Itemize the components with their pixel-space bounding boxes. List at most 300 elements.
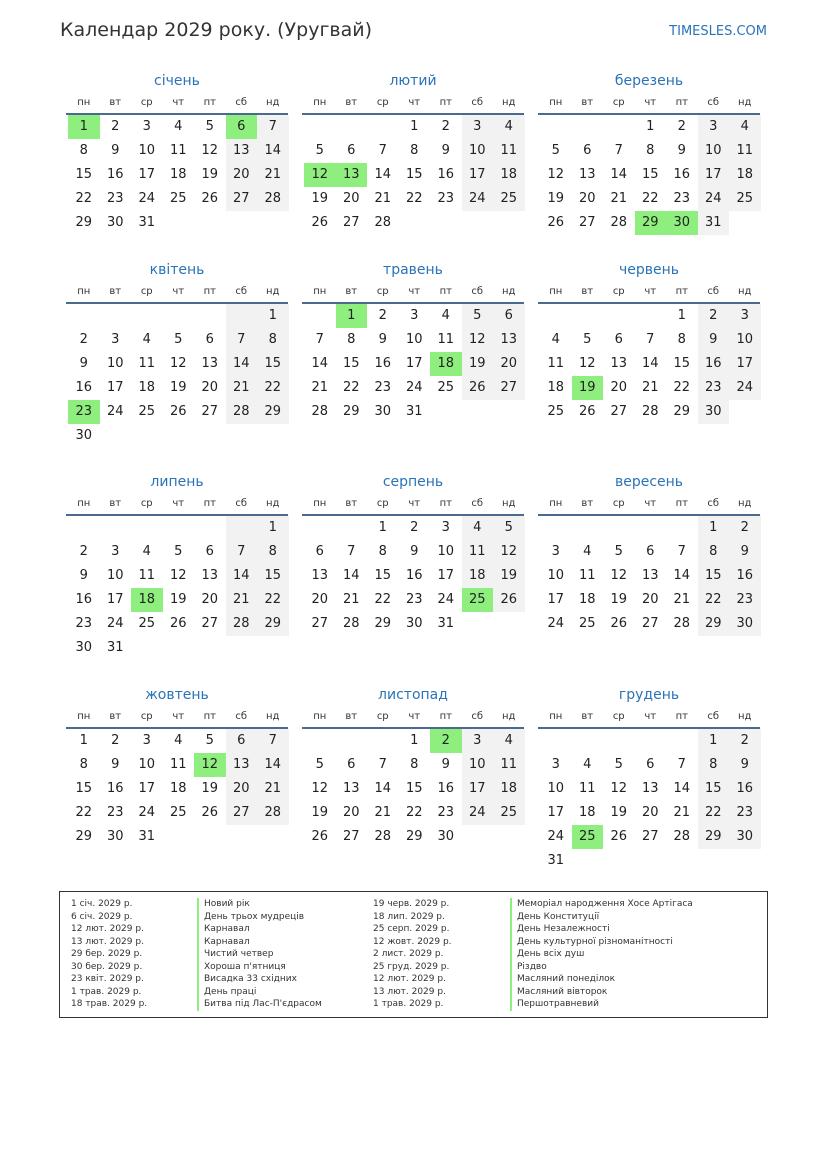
day-cell: 24 — [138, 805, 156, 820]
day-cell: 26 — [462, 376, 494, 400]
day-cell: 23 — [106, 191, 124, 206]
day-cell: 25 — [578, 616, 596, 631]
empty-cell — [68, 516, 100, 540]
day-cell: 12 — [304, 163, 336, 187]
day-cell: 24 — [698, 187, 730, 211]
legend-holiday-name: День праці — [197, 986, 322, 999]
month-name: липень — [150, 474, 204, 490]
legend-holiday-name: Хороша п'ятниця — [197, 961, 322, 974]
weekday-label: ср — [376, 498, 389, 509]
day-cell: 8 — [698, 753, 730, 777]
day-cell: 5 — [205, 733, 214, 748]
legend-date: 25 груд. 2029 р. — [373, 961, 450, 972]
day-cell: 26 — [311, 829, 329, 844]
day-cell: 31 — [437, 616, 455, 631]
day-cell: 21 — [257, 163, 289, 187]
day-cell: 13 — [311, 568, 329, 583]
day-cell: 21 — [257, 777, 289, 801]
weekday-label: нд — [266, 711, 280, 722]
weekday-label: вт — [581, 498, 594, 509]
day-cell: 17 — [106, 592, 124, 607]
holiday-legend — [59, 891, 768, 1018]
day-cell: 31 — [405, 404, 423, 419]
day-cell: 11 — [138, 568, 156, 583]
day-cell: 22 — [75, 805, 93, 820]
weekday-header — [302, 95, 524, 115]
month-11 — [302, 687, 524, 849]
month-name: листопад — [378, 687, 448, 703]
weekday-label: вт — [345, 286, 358, 297]
day-cell: 4 — [441, 308, 450, 323]
day-cell: 11 — [578, 781, 596, 796]
day-cell: 17 — [437, 568, 455, 583]
weekday-label: сб — [707, 498, 720, 509]
day-cell: 31 — [138, 829, 156, 844]
month-name: лютий — [389, 73, 437, 89]
empty-cell — [163, 424, 195, 448]
weekday-label: пн — [313, 711, 327, 722]
weekday-header — [538, 284, 760, 304]
day-cell: 1 — [79, 733, 88, 748]
day-cell: 2 — [378, 308, 387, 323]
empty-cell — [336, 729, 368, 753]
day-cell: 5 — [551, 143, 560, 158]
weekday-label: вт — [581, 711, 594, 722]
weekday-label: вт — [581, 97, 594, 108]
month-6 — [538, 262, 760, 424]
day-cell: 19 — [311, 805, 329, 820]
weekday-label: пн — [313, 97, 327, 108]
day-cell: 26 — [201, 191, 219, 206]
empty-cell — [493, 825, 525, 849]
legend-date: 12 лют. 2029 р. — [373, 974, 446, 984]
day-cell: 29 — [75, 829, 93, 844]
month-2 — [302, 73, 524, 235]
day-cell: 5 — [315, 143, 324, 158]
day-cell: 15 — [342, 356, 360, 371]
empty-cell — [572, 304, 604, 328]
day-cell: 18 — [430, 352, 462, 376]
day-cell: 28 — [374, 215, 392, 230]
day-cell: 31 — [698, 211, 730, 235]
weekday-label: нд — [266, 498, 280, 509]
day-cell: 14 — [673, 781, 691, 796]
day-cell: 21 — [610, 191, 628, 206]
empty-cell — [304, 729, 336, 753]
day-cell: 18 — [462, 564, 494, 588]
day-cell: 2 — [729, 729, 761, 753]
day-cell: 13 — [201, 568, 219, 583]
day-cell: 7 — [315, 332, 324, 347]
weekday-label: нд — [502, 286, 516, 297]
legend-date: 29 бер. 2029 р. — [71, 949, 143, 959]
day-cell: 9 — [378, 332, 387, 347]
day-cell: 30 — [75, 640, 93, 655]
weekday-label: пн — [77, 498, 91, 509]
day-cell: 6 — [646, 544, 655, 559]
empty-cell — [666, 516, 698, 540]
day-cell: 27 — [493, 376, 525, 400]
empty-cell — [603, 849, 635, 873]
day-cell: 24 — [729, 376, 761, 400]
day-cell: 9 — [441, 143, 450, 158]
day-cell: 25 — [493, 187, 525, 211]
day-cell: 13 — [578, 167, 596, 182]
weekday-header — [538, 709, 760, 729]
day-cell: 26 — [610, 616, 628, 631]
day-cell: 12 — [547, 167, 565, 182]
month-name: квітень — [149, 262, 205, 278]
weekday-label: ср — [140, 286, 153, 297]
day-cell: 23 — [106, 805, 124, 820]
month-name: жовтень — [145, 687, 209, 703]
empty-cell — [226, 825, 258, 849]
day-cell: 17 — [106, 380, 124, 395]
day-cell: 7 — [226, 328, 258, 352]
empty-cell — [367, 729, 399, 753]
legend-date: 23 квіт. 2029 р. — [71, 974, 144, 984]
month-9 — [538, 474, 760, 636]
weekday-header — [302, 709, 524, 729]
legend-date: 18 лип. 2029 р. — [373, 911, 445, 922]
day-cell: 30 — [106, 829, 124, 844]
day-cell: 13 — [226, 139, 258, 163]
day-cell: 29 — [374, 616, 392, 631]
empty-cell — [163, 516, 195, 540]
weekday-label: нд — [266, 286, 280, 297]
empty-cell — [493, 612, 525, 636]
weekday-label: сб — [235, 286, 248, 297]
empty-cell — [603, 115, 635, 139]
day-cell: 27 — [342, 829, 360, 844]
day-cell: 23 — [75, 616, 93, 631]
legend-holiday-name: Чистий четвер — [197, 948, 322, 961]
day-cell: 24 — [462, 187, 494, 211]
day-cell: 1 — [336, 304, 368, 328]
day-cell: 20 — [641, 805, 659, 820]
day-cell: 16 — [729, 564, 761, 588]
weekday-header — [66, 95, 288, 115]
day-cell: 23 — [68, 400, 100, 424]
day-cell: 16 — [729, 777, 761, 801]
empty-cell — [100, 424, 132, 448]
day-cell: 30 — [405, 616, 423, 631]
day-cell: 12 — [169, 568, 187, 583]
day-cell: 20 — [493, 352, 525, 376]
day-cell: 27 — [641, 829, 659, 844]
weekday-label: нд — [502, 498, 516, 509]
day-cell: 10 — [698, 139, 730, 163]
weekday-label: пт — [439, 286, 452, 297]
day-cell: 18 — [578, 805, 596, 820]
empty-cell — [603, 516, 635, 540]
day-cell: 4 — [142, 332, 151, 347]
empty-cell — [257, 424, 289, 448]
empty-cell — [226, 516, 258, 540]
day-cell: 15 — [75, 781, 93, 796]
legend-holiday-name: День Конституції — [510, 911, 693, 924]
day-cell: 31 — [106, 640, 124, 655]
day-cell: 4 — [729, 115, 761, 139]
day-grid — [302, 516, 524, 636]
day-cell: 25 — [493, 801, 525, 825]
day-cell: 26 — [610, 829, 628, 844]
day-cell: 26 — [311, 215, 329, 230]
day-cell: 8 — [79, 757, 88, 772]
day-cell: 22 — [673, 380, 691, 395]
day-cell: 2 — [729, 516, 761, 540]
day-cell: 10 — [462, 753, 494, 777]
day-cell: 9 — [111, 757, 120, 772]
weekday-label: чт — [408, 498, 421, 509]
day-cell: 20 — [201, 592, 219, 607]
day-cell: 7 — [257, 729, 289, 753]
day-cell: 21 — [342, 592, 360, 607]
day-cell: 9 — [698, 328, 730, 352]
day-cell: 6 — [493, 304, 525, 328]
weekday-label: пт — [675, 498, 688, 509]
day-cell: 13 — [641, 568, 659, 583]
weekday-header — [66, 496, 288, 516]
legend-holiday-name: Карнавал — [197, 936, 322, 949]
day-cell: 18 — [493, 163, 525, 187]
day-cell: 28 — [257, 187, 289, 211]
day-cell: 7 — [614, 143, 623, 158]
empty-cell — [257, 636, 289, 660]
day-cell: 16 — [75, 592, 93, 607]
empty-cell — [540, 729, 572, 753]
day-cell: 4 — [174, 119, 183, 134]
legend-date: 19 черв. 2029 р. — [373, 899, 450, 909]
weekday-label: нд — [738, 498, 752, 509]
day-cell: 26 — [201, 805, 219, 820]
day-cell: 7 — [378, 143, 387, 158]
legend-holiday-name: Новий рік — [197, 898, 322, 911]
day-cell: 20 — [342, 191, 360, 206]
day-cell: 28 — [226, 612, 258, 636]
empty-cell — [462, 400, 494, 424]
weekday-label: чт — [408, 711, 421, 722]
day-cell: 3 — [551, 757, 560, 772]
day-cell: 2 — [698, 304, 730, 328]
day-cell: 3 — [551, 544, 560, 559]
empty-cell — [462, 612, 494, 636]
day-cell: 3 — [111, 332, 120, 347]
weekday-header — [538, 95, 760, 115]
day-cell: 5 — [174, 332, 183, 347]
day-cell: 28 — [610, 215, 628, 230]
day-cell: 12 — [610, 568, 628, 583]
weekday-label: нд — [502, 711, 516, 722]
site-link[interactable]: TIMESLES.COM — [669, 24, 767, 39]
day-cell: 6 — [226, 115, 258, 139]
day-cell: 30 — [106, 215, 124, 230]
day-grid — [66, 516, 288, 660]
day-cell: 26 — [169, 616, 187, 631]
day-cell: 31 — [138, 215, 156, 230]
day-cell: 14 — [257, 139, 289, 163]
day-cell: 1 — [698, 729, 730, 753]
empty-cell — [572, 729, 604, 753]
empty-cell — [304, 304, 336, 328]
day-cell: 12 — [610, 781, 628, 796]
day-cell: 23 — [437, 191, 455, 206]
empty-cell — [131, 424, 163, 448]
day-cell: 9 — [677, 143, 686, 158]
day-cell: 19 — [547, 191, 565, 206]
day-cell: 20 — [201, 380, 219, 395]
day-cell: 20 — [641, 592, 659, 607]
day-cell: 22 — [342, 380, 360, 395]
legend-holiday-name: День Незалежності — [510, 923, 693, 936]
empty-cell — [226, 304, 258, 328]
day-cell: 14 — [641, 356, 659, 371]
day-cell: 27 — [342, 215, 360, 230]
empty-cell — [131, 636, 163, 660]
day-cell: 11 — [169, 757, 187, 772]
day-cell: 19 — [610, 805, 628, 820]
day-cell: 25 — [169, 805, 187, 820]
empty-cell — [194, 211, 226, 235]
day-cell: 14 — [374, 167, 392, 182]
weekday-label: вт — [581, 286, 594, 297]
day-cell: 25 — [572, 825, 604, 849]
day-cell: 8 — [410, 757, 419, 772]
weekday-label: ср — [612, 498, 625, 509]
empty-cell — [100, 516, 132, 540]
day-cell: 4 — [583, 544, 592, 559]
month-5 — [302, 262, 524, 424]
day-cell: 24 — [462, 801, 494, 825]
empty-cell — [572, 516, 604, 540]
weekday-label: чт — [644, 286, 657, 297]
day-grid — [302, 729, 524, 849]
day-cell: 19 — [201, 781, 219, 796]
day-cell: 15 — [698, 564, 730, 588]
month-name: травень — [383, 262, 443, 278]
empty-cell — [635, 304, 667, 328]
weekday-label: чт — [408, 97, 421, 108]
day-cell: 18 — [547, 380, 565, 395]
day-cell: 19 — [311, 191, 329, 206]
legend-date: 30 бер. 2029 р. — [71, 961, 143, 972]
weekday-label: сб — [471, 97, 484, 108]
day-cell: 16 — [106, 781, 124, 796]
weekday-label: сб — [707, 286, 720, 297]
day-cell: 22 — [257, 376, 289, 400]
empty-cell — [163, 304, 195, 328]
day-cell: 30 — [729, 825, 761, 849]
day-cell: 25 — [437, 380, 455, 395]
weekday-label: пн — [549, 97, 563, 108]
weekday-label: вт — [345, 97, 358, 108]
weekday-label: пн — [549, 286, 563, 297]
day-cell: 19 — [462, 352, 494, 376]
day-cell: 24 — [437, 592, 455, 607]
day-cell: 6 — [347, 757, 356, 772]
day-cell: 10 — [405, 332, 423, 347]
day-cell: 11 — [138, 356, 156, 371]
day-cell: 29 — [405, 829, 423, 844]
day-cell: 17 — [462, 777, 494, 801]
day-cell: 25 — [729, 187, 761, 211]
day-cell: 30 — [374, 404, 392, 419]
empty-cell — [666, 729, 698, 753]
empty-cell — [635, 729, 667, 753]
empty-cell — [367, 115, 399, 139]
day-cell: 11 — [169, 143, 187, 158]
day-cell: 17 — [138, 781, 156, 796]
day-cell: 2 — [441, 119, 450, 134]
day-cell: 13 — [342, 781, 360, 796]
day-cell: 14 — [610, 167, 628, 182]
day-cell: 18 — [138, 380, 156, 395]
day-cell: 5 — [583, 332, 592, 347]
day-cell: 9 — [79, 356, 88, 371]
weekday-header — [66, 709, 288, 729]
day-cell: 21 — [673, 592, 691, 607]
day-cell: 10 — [437, 544, 455, 559]
day-cell: 18 — [169, 781, 187, 796]
day-cell: 25 — [138, 404, 156, 419]
day-cell: 2 — [677, 119, 686, 134]
empty-cell — [540, 115, 572, 139]
weekday-label: пн — [549, 711, 563, 722]
day-cell: 10 — [106, 568, 124, 583]
empty-cell — [603, 729, 635, 753]
day-cell: 4 — [583, 757, 592, 772]
day-cell: 18 — [131, 588, 163, 612]
day-cell: 13 — [201, 356, 219, 371]
day-cell: 28 — [374, 829, 392, 844]
day-cell: 4 — [142, 544, 151, 559]
day-cell: 27 — [226, 187, 258, 211]
day-cell: 17 — [405, 356, 423, 371]
empty-cell — [68, 304, 100, 328]
weekday-label: ср — [612, 286, 625, 297]
day-cell: 9 — [111, 143, 120, 158]
month-1 — [66, 73, 288, 235]
month-3 — [538, 73, 760, 235]
day-cell: 28 — [311, 404, 329, 419]
empty-cell — [603, 304, 635, 328]
day-cell: 3 — [142, 119, 151, 134]
weekday-label: нд — [266, 97, 280, 108]
day-grid — [66, 729, 288, 849]
day-cell: 20 — [342, 805, 360, 820]
empty-cell — [194, 825, 226, 849]
day-cell: 10 — [729, 328, 761, 352]
empty-cell — [399, 211, 431, 235]
day-cell: 7 — [347, 544, 356, 559]
empty-cell — [304, 516, 336, 540]
day-cell: 26 — [578, 404, 596, 419]
weekday-label: чт — [172, 286, 185, 297]
day-cell: 2 — [410, 520, 419, 535]
day-cell: 23 — [437, 805, 455, 820]
day-cell: 12 — [493, 540, 525, 564]
day-cell: 13 — [641, 781, 659, 796]
legend-dates-right — [373, 898, 452, 1011]
day-cell: 7 — [677, 544, 686, 559]
day-cell: 1 — [646, 119, 655, 134]
day-cell: 11 — [437, 332, 455, 347]
weekday-label: пт — [675, 286, 688, 297]
day-grid — [538, 516, 760, 636]
day-cell: 8 — [410, 143, 419, 158]
day-cell: 4 — [174, 733, 183, 748]
month-8 — [302, 474, 524, 636]
